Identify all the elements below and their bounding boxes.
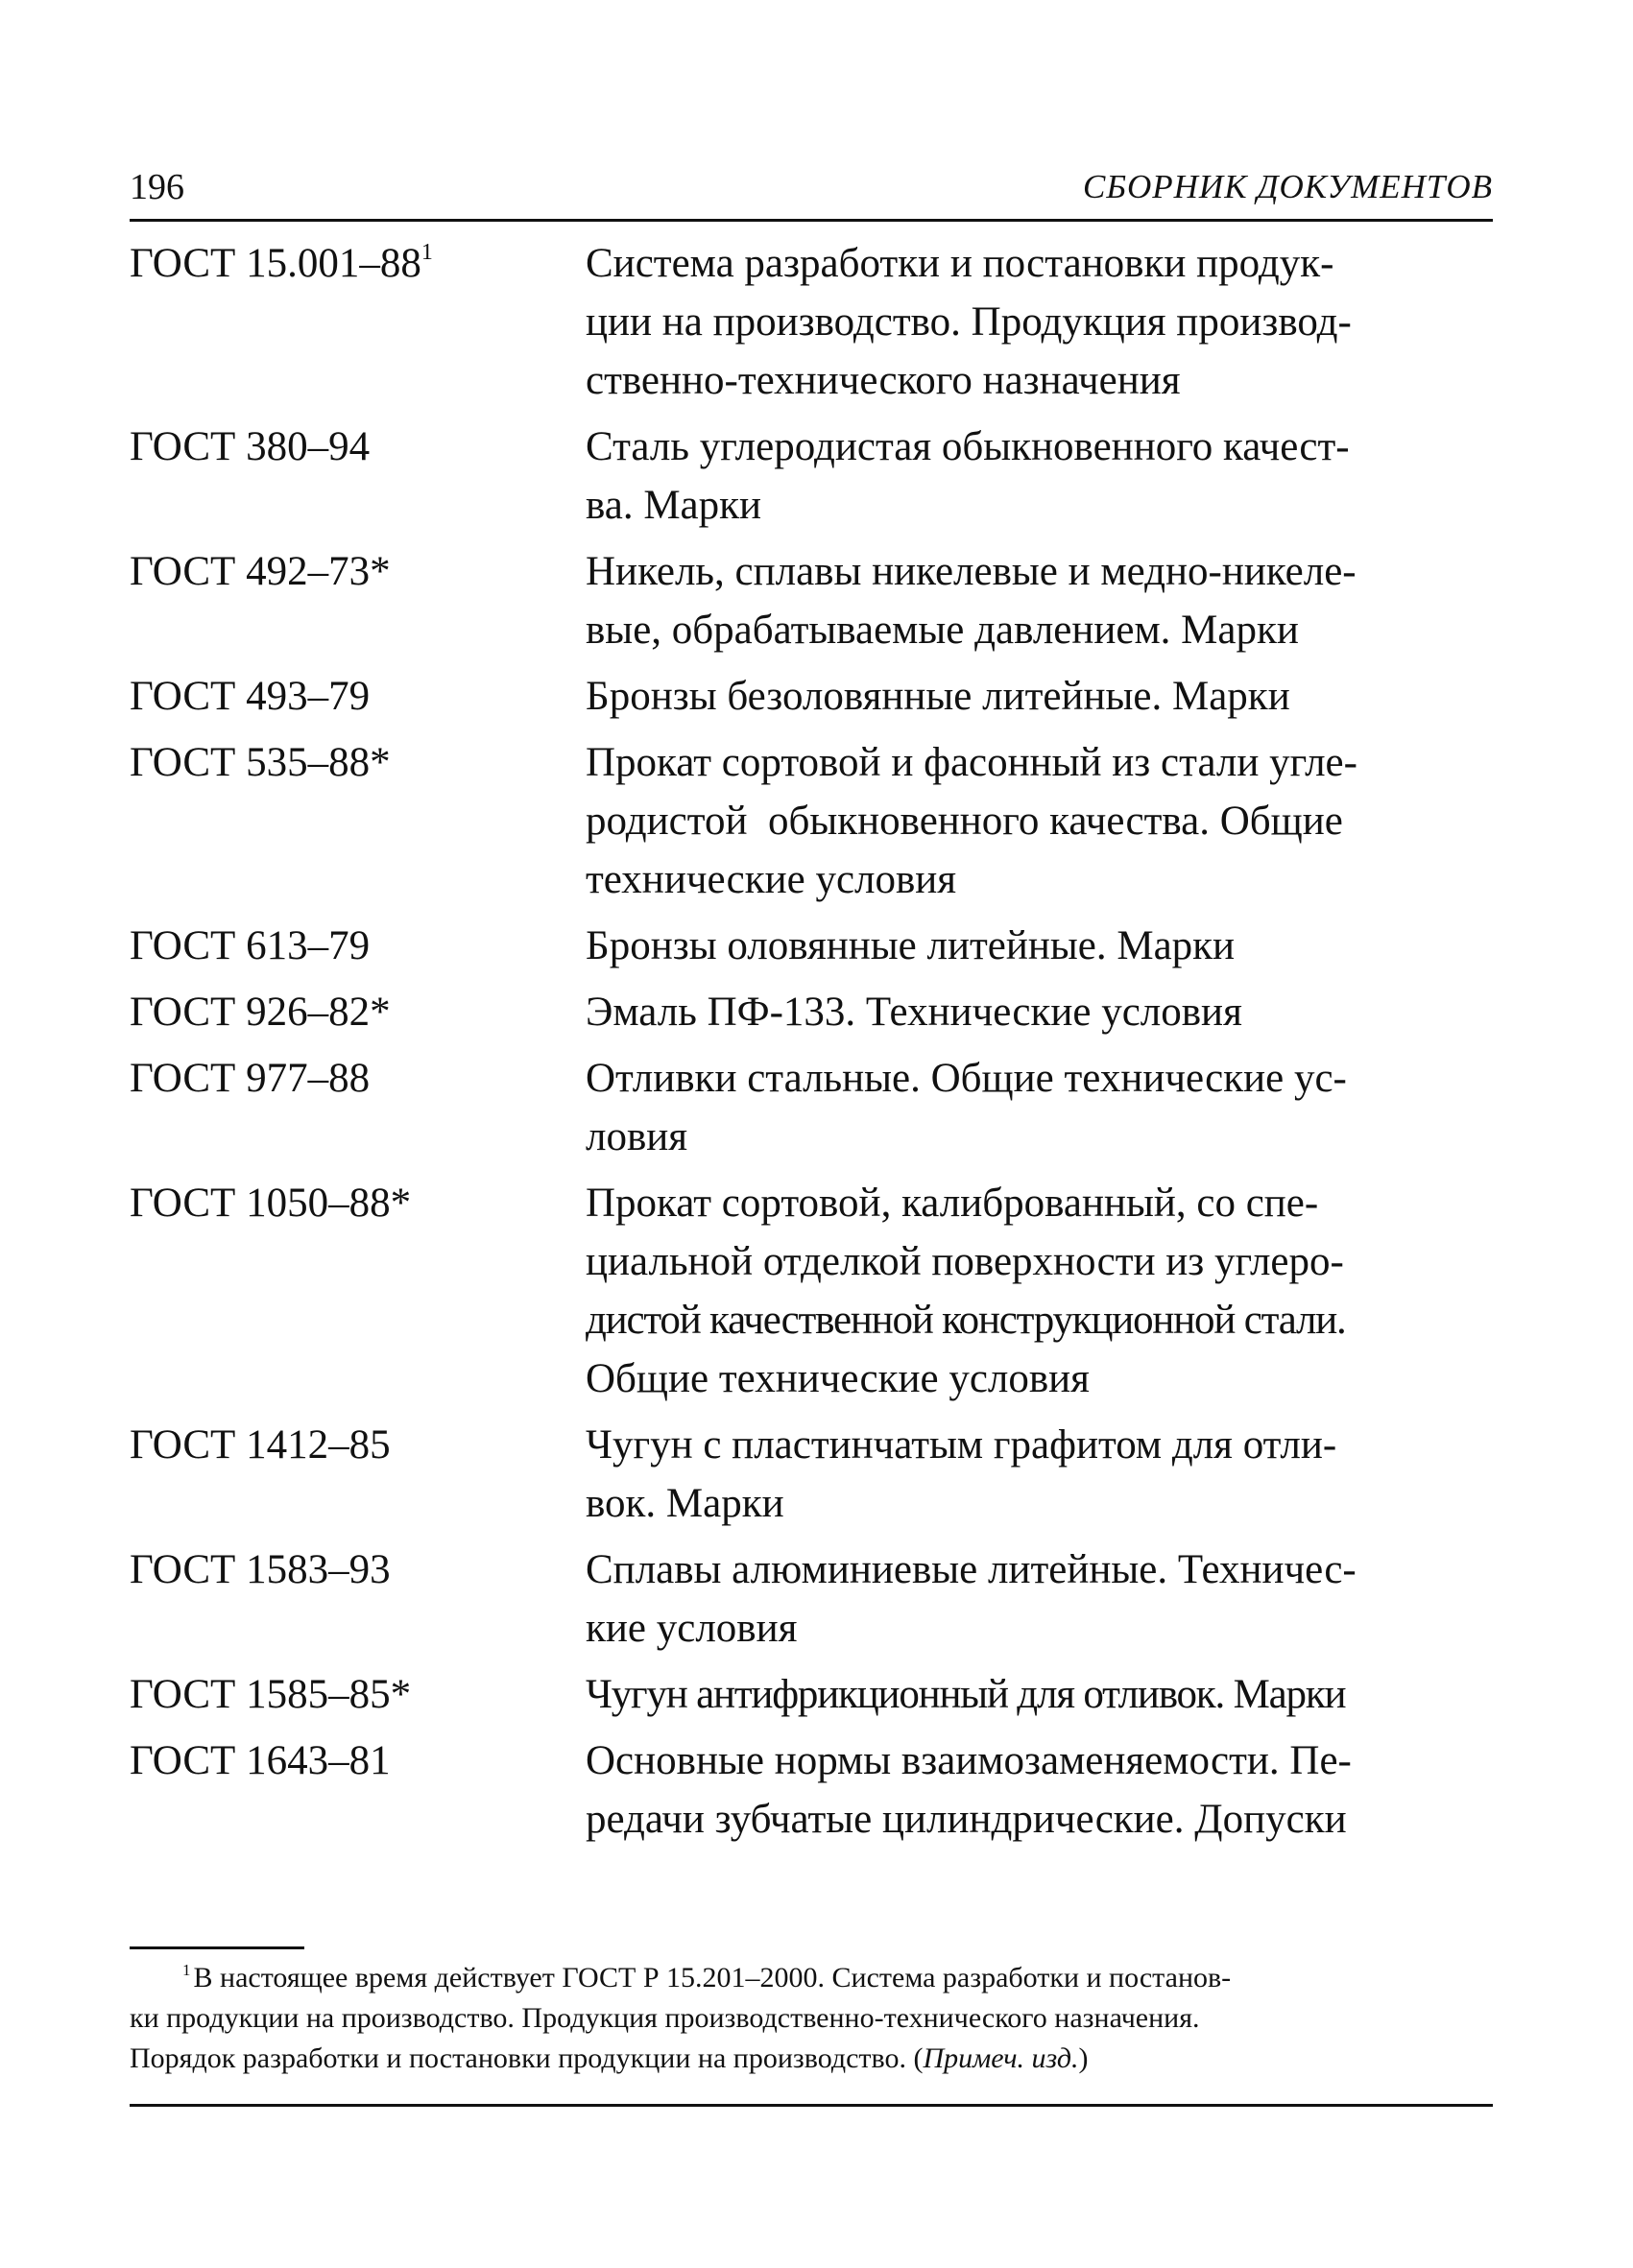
list-item [130,1665,1493,1724]
title-line: Общие технические условия [586,1356,1090,1401]
standard-title [586,917,1493,975]
title-line: Прокат сортовой и фасонный из стали угле- [586,740,1357,785]
list-item [130,1540,1493,1658]
standard-code: ГОСТ 1583–93 [130,1547,391,1592]
title-line: технические условия [586,857,957,902]
title-line: ственно-технического назначения [586,358,1181,403]
standard-title [586,1540,1493,1658]
standard-title [586,1665,1493,1724]
footnote-text: Порядок разработки и постановки продукции на производство. ( [130,2042,924,2074]
standard-code: ГОСТ 492–73* [130,549,391,594]
standard-title [586,667,1493,726]
title-line: дистой качественной конструкционной стали. [586,1298,1346,1343]
standard-code: ГОСТ 613–79 [130,923,371,968]
list-item [130,917,1493,975]
standard-title [586,1174,1493,1408]
standard-code: ГОСТ 926–82* [130,990,391,1035]
title-line: Эмаль ПФ-133. Технические условия [586,990,1242,1035]
footnote-text: В настоящее время действует ГОСТ Р 15.201–2000. Система разработки и постанов- [193,1962,1232,1993]
footnote-line [130,2039,1493,2079]
title-line: Чугун антифрикционный для отливок. Марки [586,1672,1346,1717]
title-line: Чугун с пластинчатым графитом для отли- [586,1422,1337,1468]
title-line: Отливки стальные. Общие технические ус- [586,1056,1347,1101]
standard-title [586,983,1493,1041]
footnote-line: ки продукции на производство. Продукция производственно-технического назначения. [130,2002,1200,2034]
title-line: вые, обрабатываемые давлением. Марки [586,608,1299,653]
title-line: Основные нормы взаимозаменяемости. Пе- [586,1738,1352,1783]
standard-title [586,1416,1493,1533]
list-item [130,1731,1493,1849]
list-item [130,418,1493,535]
standard-code-text: ГОСТ 15.001–88 [130,241,421,286]
standard-title [586,1049,1493,1166]
standard-code: ГОСТ 1585–85* [130,1672,412,1717]
standard-title [586,733,1493,909]
title-line: Сплавы алюминиевые литейные. Техничес- [586,1547,1357,1592]
standard-code [130,234,586,293]
standard-title [586,418,1493,535]
standard-title [586,542,1493,659]
standard-code: ГОСТ 380–94 [130,424,371,469]
title-line: Система разработки и постановки продук- [586,241,1334,286]
title-line: Сталь углеродистая обыкновенного качест- [586,424,1350,469]
list-item [130,733,1493,909]
list-item [130,1174,1493,1408]
list-item [130,542,1493,659]
standard-title [586,234,1493,410]
footnote-text: ) [1078,2042,1089,2074]
footnote [130,1958,1493,2079]
list-item [130,1049,1493,1166]
footnote-reference[interactable]: 1 [420,240,433,265]
running-header [130,161,1493,222]
title-line: редачи зубчатые цилиндрические. Допуски [586,1797,1347,1842]
list-item [130,234,1493,410]
document-page [130,0,1493,2268]
standards-list [130,234,1493,1856]
list-item [130,983,1493,1041]
footnote-separator [130,1946,304,1949]
standard-code: ГОСТ 493–79 [130,674,371,719]
list-item [130,1416,1493,1533]
title-line: циальной отделкой поверхности из углеро- [586,1239,1344,1284]
title-line: ва. Марки [586,483,762,528]
running-title: СБОРНИК ДОКУМЕНТОВ [1083,168,1493,205]
standard-code: ГОСТ 1412–85 [130,1422,391,1468]
standard-code: ГОСТ 1050–88* [130,1181,412,1226]
footnote-line [130,1958,1493,1998]
title-line: Никель, сплавы никелевые и медно-никеле- [586,549,1357,594]
title-line: родистой обыкновенного качества. Общие [586,799,1343,844]
title-line: Бронзы безоловянные литейные. Марки [586,674,1290,719]
list-item [130,667,1493,726]
title-line: ловия [586,1114,688,1159]
bottom-rule [130,2104,1493,2107]
standard-code: ГОСТ 535–88* [130,740,391,785]
standard-code: ГОСТ 1643–81 [130,1738,391,1783]
standard-title [586,1731,1493,1849]
title-line: Бронзы оловянные литейные. Марки [586,923,1236,968]
page-number: 196 [130,167,184,207]
editor-note: Примеч. изд. [923,2042,1079,2074]
title-line: Прокат сортовой, калиброванный, со спе- [586,1181,1319,1226]
title-line: кие условия [586,1606,798,1651]
footnote-marker: 1 [182,1961,191,1979]
title-line: ции на производство. Продукция производ- [586,299,1352,345]
standard-code: ГОСТ 977–88 [130,1056,371,1101]
title-line: вок. Марки [586,1481,784,1526]
